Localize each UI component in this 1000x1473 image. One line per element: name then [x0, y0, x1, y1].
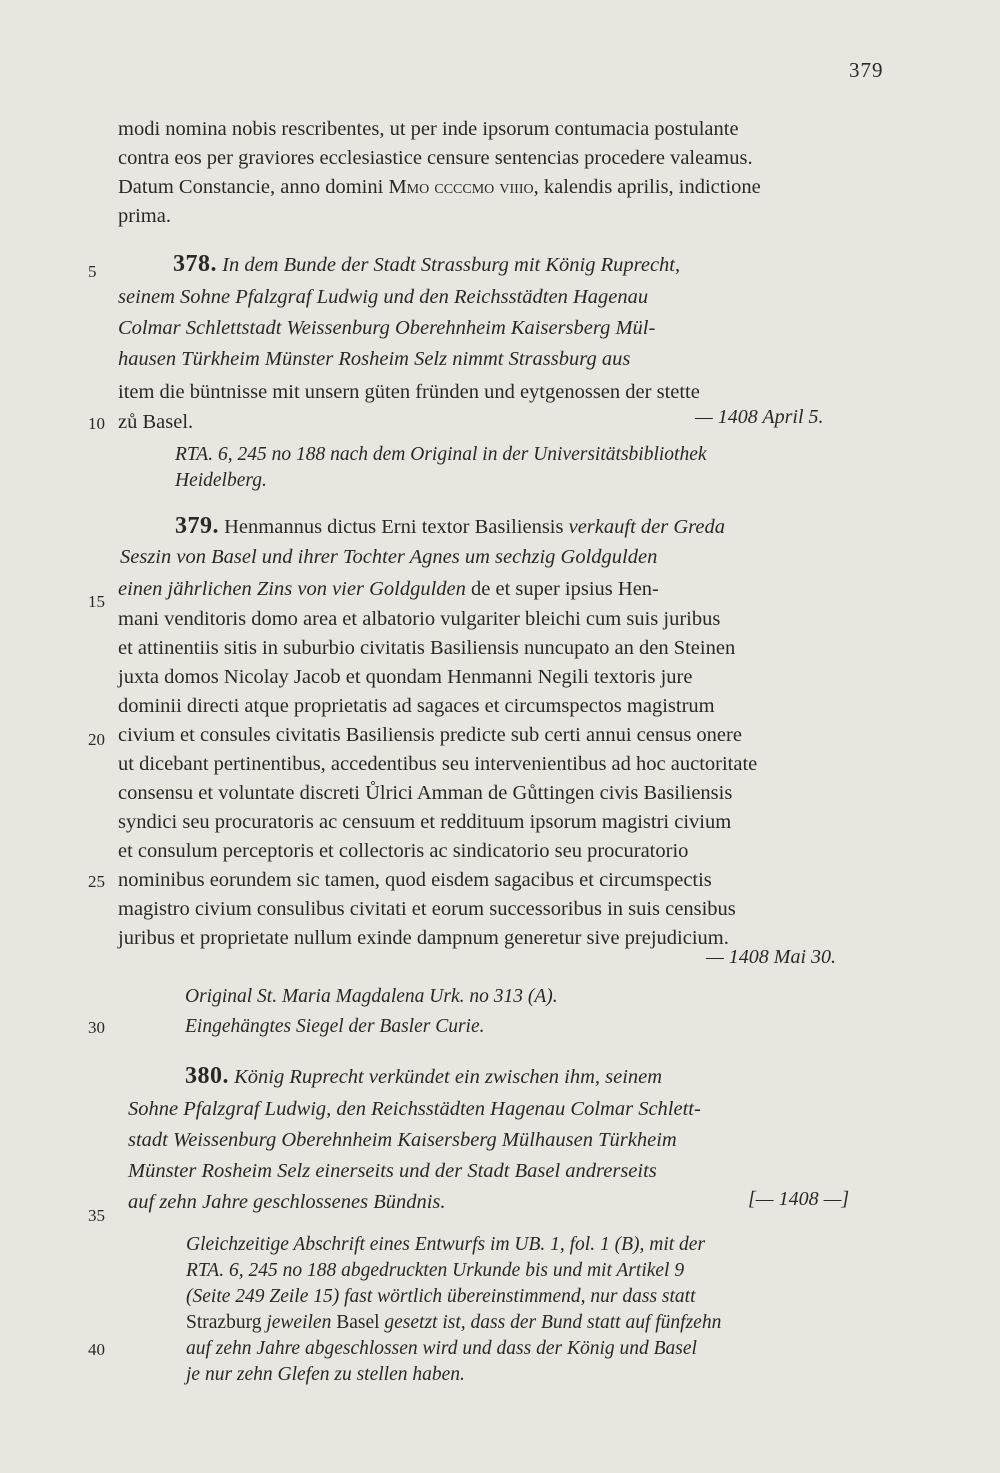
text-segment: Datum Constancie, anno domini [118, 176, 384, 198]
doc-date: — 1408 April 5. [695, 406, 824, 428]
text-line [118, 575, 898, 604]
text-line: item die büntnisse mit unsern güten fründen und eytgenossen der stette [118, 381, 700, 403]
doc-number: 378. [173, 251, 217, 277]
text-line: et attinentiis sitis in suburbio civitatis Basiliensis nuncupato an den Steinen [118, 637, 736, 659]
text-line: modi nomina nobis rescribentes, ut per inde ipsorum contumacia postulante [118, 118, 739, 140]
doc-379-heading [175, 512, 895, 542]
text-line: nominibus eorundem sic tamen, quod eisdem sagacibus et circumspectis [118, 869, 712, 891]
text-line: juxta domos Nicolay Jacob et quondam Henmanni Negili textoris jure [118, 666, 693, 688]
doc-title: Münster Rosheim Selz einerseits und der Stadt Basel andrerseits [128, 1160, 657, 1182]
text-segment: verkauft der Greda [568, 516, 725, 538]
text-segment: einen jährlichen Zins von vier Goldgulden [118, 578, 466, 600]
doc-date: [— 1408 —] [748, 1188, 850, 1210]
source-note: RTA. 6, 245 no 188 abgedruckten Urkunde bis und mit Artikel 9 [186, 1260, 685, 1281]
text-line: civium et consules civitatis Basiliensis predicte sub certi annui census onere [118, 724, 742, 746]
doc-title: hausen Türkheim Münster Rosheim Selz nimmt Strassburg aus [118, 348, 631, 370]
doc-title: In dem Bunde der Stadt Strassburg mit König Ruprecht, [222, 254, 681, 276]
doc-378-heading [173, 250, 893, 280]
line-number: 40 [88, 1340, 105, 1359]
text-segment: jeweilen [266, 1312, 332, 1333]
text-segment: , kalendis aprilis, indictione [533, 176, 761, 198]
line-number: 5 [88, 262, 97, 281]
source-note [186, 1308, 966, 1337]
line-number: 25 [88, 872, 105, 891]
source-note: Original St. Maria Magdalena Urk. no 313 (A). [185, 986, 558, 1007]
source-note: je nur zehn Glefen zu stellen haben. [186, 1364, 465, 1385]
text-segment: gesetzt ist, dass der Bund statt auf fünfzehn [384, 1312, 722, 1333]
source-note: Gleichzeitige Abschrift eines Entwurfs im UB. 1, fol. 1 (B), mit der [186, 1234, 706, 1255]
text-line: zů Basel. [118, 411, 194, 433]
page-number: 379 [849, 58, 884, 82]
line-number: 15 [88, 592, 105, 611]
doc-date: — 1408 Mai 30. [706, 946, 836, 968]
doc-number: 380. [185, 1063, 229, 1089]
text-line: contra eos per graviores ecclesiastice censure sentencias procedere valeamus. [118, 147, 753, 169]
text-line: ut dicebant pertinentibus, accedentibus seu intervenientibus ad hoc auctoritate [118, 753, 758, 775]
doc-number: 379. [175, 513, 219, 539]
source-note: auf zehn Jahre abgeschlossen wird und dass der König und Basel [186, 1338, 697, 1359]
doc-title: Colmar Schlettstadt Weissenburg Oberehnheim Kaisersberg Mül- [118, 317, 656, 339]
text-line: et consulum perceptoris et collectoris ac sindicatorio seu procuratorio [118, 840, 689, 862]
text-line: Seszin von Basel und ihrer Tochter Agnes um sechzig Goldgulden [120, 546, 658, 568]
text-line: prima. [118, 205, 171, 227]
text-line: dominii directi atque proprietatis ad sagaces et circumspectos magistrum [118, 695, 715, 717]
source-note: Heidelberg. [175, 470, 267, 491]
source-note: (Seite 249 Zeile 15) fast wörtlich übereinstimmend, nur dass statt [186, 1286, 696, 1307]
doc-title: auf zehn Jahre geschlossenes Bündnis. [128, 1191, 446, 1213]
line-number: 10 [88, 414, 105, 433]
doc-title: seinem Sohne Pfalzgraf Ludwig und den Reichsstädten Hagenau [118, 286, 649, 308]
source-note: RTA. 6, 245 no 188 nach dem Original in der Universitätsbibliothek [175, 444, 707, 465]
roman-date: Mmo ccccmo viiio [388, 176, 534, 198]
text-segment: Basel [336, 1312, 380, 1333]
line-number: 35 [88, 1206, 105, 1225]
doc-title: Sohne Pfalzgraf Ludwig, den Reichsstädten Hagenau Colmar Schlett- [128, 1098, 701, 1120]
doc-380-heading [185, 1062, 895, 1092]
text-segment: de et super ipsius Hen- [471, 578, 659, 600]
doc-title: König Ruprecht verkündet ein zwischen ihm, seinem [234, 1066, 663, 1088]
text-line: syndici seu procuratoris ac censuum et reddituum ipsorum magistri civium [118, 811, 732, 833]
source-note: Eingehängtes Siegel der Basler Curie. [185, 1016, 485, 1037]
text-segment: Strazburg [186, 1312, 262, 1333]
line-number: 30 [88, 1018, 105, 1037]
text-line: magistro civium consulibus civitati et eorum successoribus in suis censibus [118, 898, 736, 920]
text-segment: Henmannus dictus Erni textor Basiliensis [224, 516, 564, 538]
text-line: juribus et proprietate nullum exinde dampnum generetur sive prejudicium. [118, 927, 729, 949]
doc-title: stadt Weissenburg Oberehnheim Kaisersberg Mülhausen Türkheim [128, 1129, 677, 1151]
text-line: mani venditoris domo area et albatorio vulgariter bleichi cum suis juribus [118, 608, 721, 630]
line-number: 20 [88, 730, 105, 749]
text-line [118, 173, 898, 202]
text-line: consensu et voluntate discreti Ůlrici Amman de Gůttingen civis Basiliensis [118, 782, 733, 804]
